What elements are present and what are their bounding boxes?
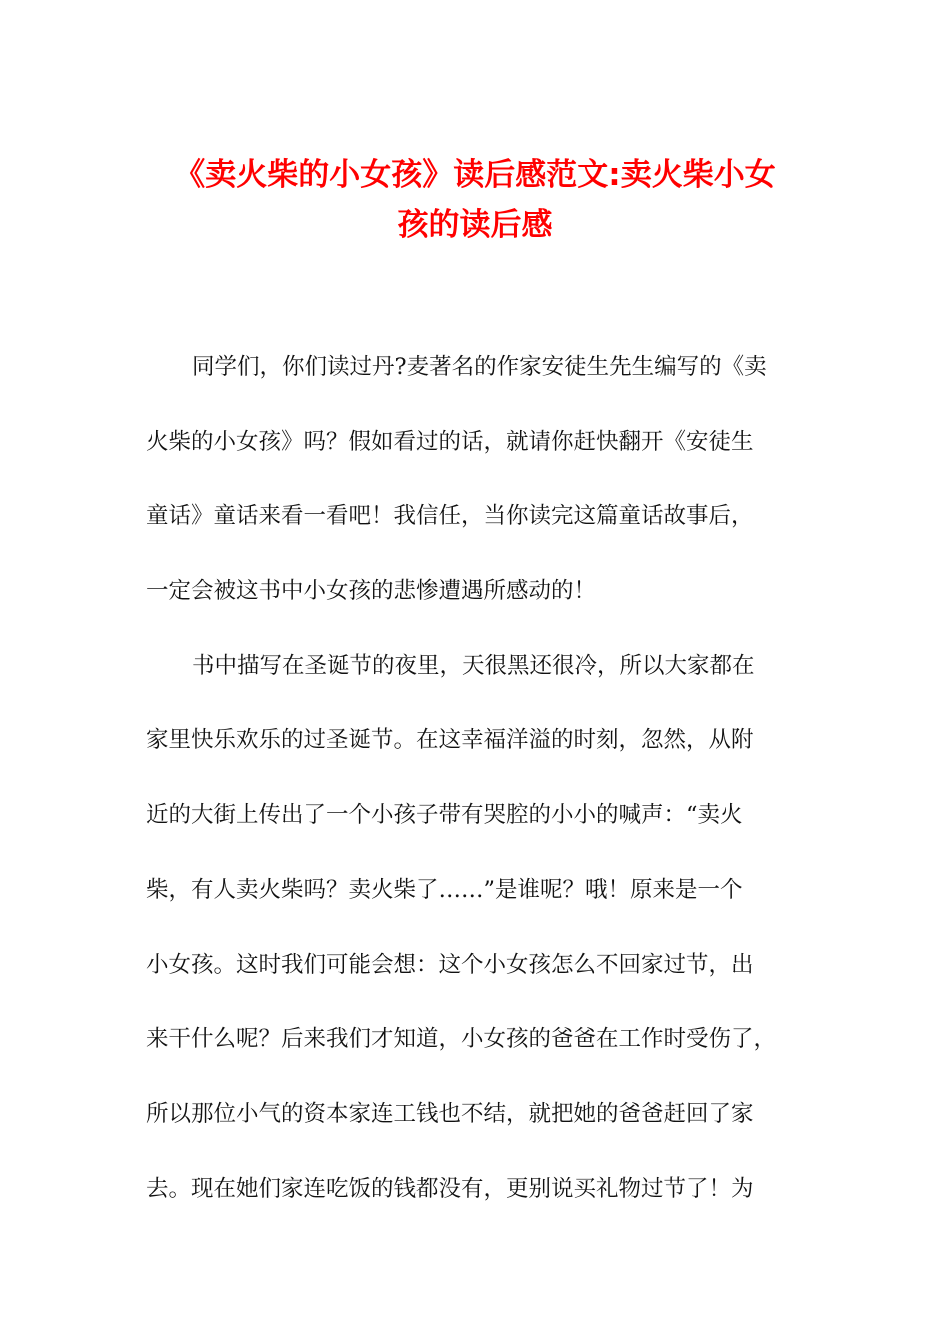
document-title: [130, 150, 820, 250]
paragraph-line: 来干什么呢？后来我们才知道，小女孩的爸爸在工作时受伤了，: [146, 1026, 777, 1053]
paragraph-line: 一定会被这书中小女孩的悲惨遭遇所感动的！: [146, 578, 597, 605]
paragraph-line: 火柴的小女孩》吗？假如看过的话，就请你赶快翻开《安徒生: [146, 428, 754, 455]
paragraph-line: 同学们，你们读过丹?麦著名的作家安徒生先生编写的《卖: [192, 354, 767, 380]
paragraph-line: 所以那位小气的资本家连工钱也不结，就把她的爸爸赶回了家: [146, 1100, 754, 1127]
paragraph-line: 近的大街上传出了一个小孩子带有哭腔的小小的喊声：“卖火: [146, 802, 743, 829]
paragraph-line: 家里快乐欢乐的过圣诞节。在这幸福洋溢的时刻，忽然，从附: [146, 727, 754, 754]
paragraph-2: [146, 629, 806, 1227]
paragraph-line: 小女孩。这时我们可能会想：这个小女孩怎么不回家过节，出: [146, 951, 754, 978]
title-line-1: 《卖火柴的小女孩》读后感范文:卖火柴小女: [174, 157, 776, 193]
paragraph-line: 童话》童话来看一看吧！我信任，当你读完这篇童话故事后，: [146, 503, 754, 530]
paragraph-1: [146, 330, 806, 629]
title-line-2: 孩的读后感: [397, 207, 553, 243]
document-body: [146, 330, 806, 1226]
paragraph-line: 书中描写在圣诞节的夜里，天很黑还很冷，所以大家都在: [192, 652, 755, 679]
paragraph-line: 柴，有人卖火柴吗？卖火柴了……”是谁呢？哦！原来是一个: [146, 876, 743, 903]
paragraph-line: 去。现在她们家连吃饭的钱都没有，更别说买礼物过节了！为: [146, 1175, 754, 1202]
